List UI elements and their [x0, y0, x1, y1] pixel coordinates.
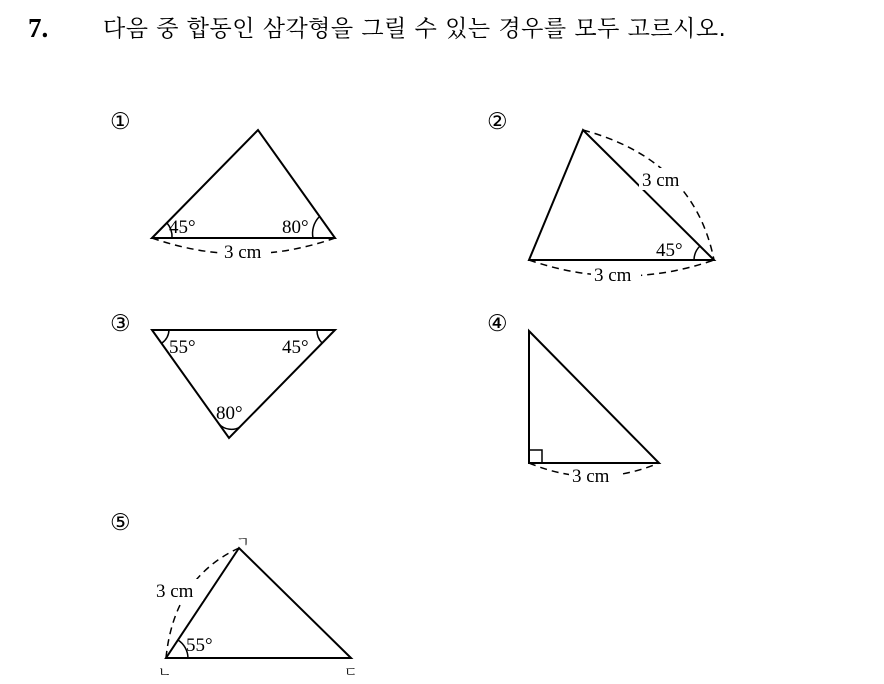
option-4-side-base-label: 3 cm — [572, 466, 610, 487]
option-4[interactable] — [487, 311, 659, 487]
option-3-angle-bottom-label: 80° — [216, 403, 243, 424]
option-4-marker[interactable]: ④ — [487, 311, 508, 336]
option-3[interactable] — [110, 311, 335, 438]
option-3-angle-right-label: 45° — [282, 337, 309, 358]
option-5-vertex-top-label: ㄱ — [236, 535, 250, 551]
question-text: 다음 중 합동인 삼각형을 그릴 수 있는 경우를 모두 고르시오. — [103, 16, 727, 42]
option-5-vertex-bottom-right-label: ㄷ — [344, 665, 358, 681]
option-3-angle-arc-right — [317, 330, 322, 343]
option-1-angle-left-label: 45° — [169, 217, 196, 238]
option-1-side-base-label: 3 cm — [224, 242, 262, 263]
option-5-marker[interactable]: ⑤ — [110, 510, 131, 535]
option-1-marker[interactable]: ① — [110, 109, 131, 134]
option-5[interactable] — [110, 510, 358, 681]
option-2-side-slant-label: 3 cm — [642, 170, 680, 191]
option-4-triangle — [529, 331, 659, 463]
option-2-marker[interactable]: ② — [487, 109, 508, 134]
option-4-right-angle-mark — [529, 450, 542, 463]
option-5-vertex-bottom-left-label: ㄴ — [158, 665, 172, 681]
question-number: 7. — [28, 13, 49, 43]
option-3-angle-left-label: 55° — [169, 337, 196, 358]
option-5-angle-label: 55° — [186, 635, 213, 656]
option-2-angle-label: 45° — [656, 240, 683, 261]
option-3-marker[interactable]: ③ — [110, 311, 131, 336]
option-2-side-base-label: 3 cm — [594, 265, 632, 286]
option-1-angle-right-label: 80° — [282, 217, 309, 238]
option-3-angle-arc-left — [162, 330, 169, 343]
option-1[interactable] — [110, 109, 335, 263]
option-2[interactable] — [487, 109, 714, 286]
option-5-side-left-label: 3 cm — [156, 581, 194, 602]
option-2-angle-arc — [694, 246, 700, 260]
option-1-angle-arc-right — [313, 217, 319, 238]
